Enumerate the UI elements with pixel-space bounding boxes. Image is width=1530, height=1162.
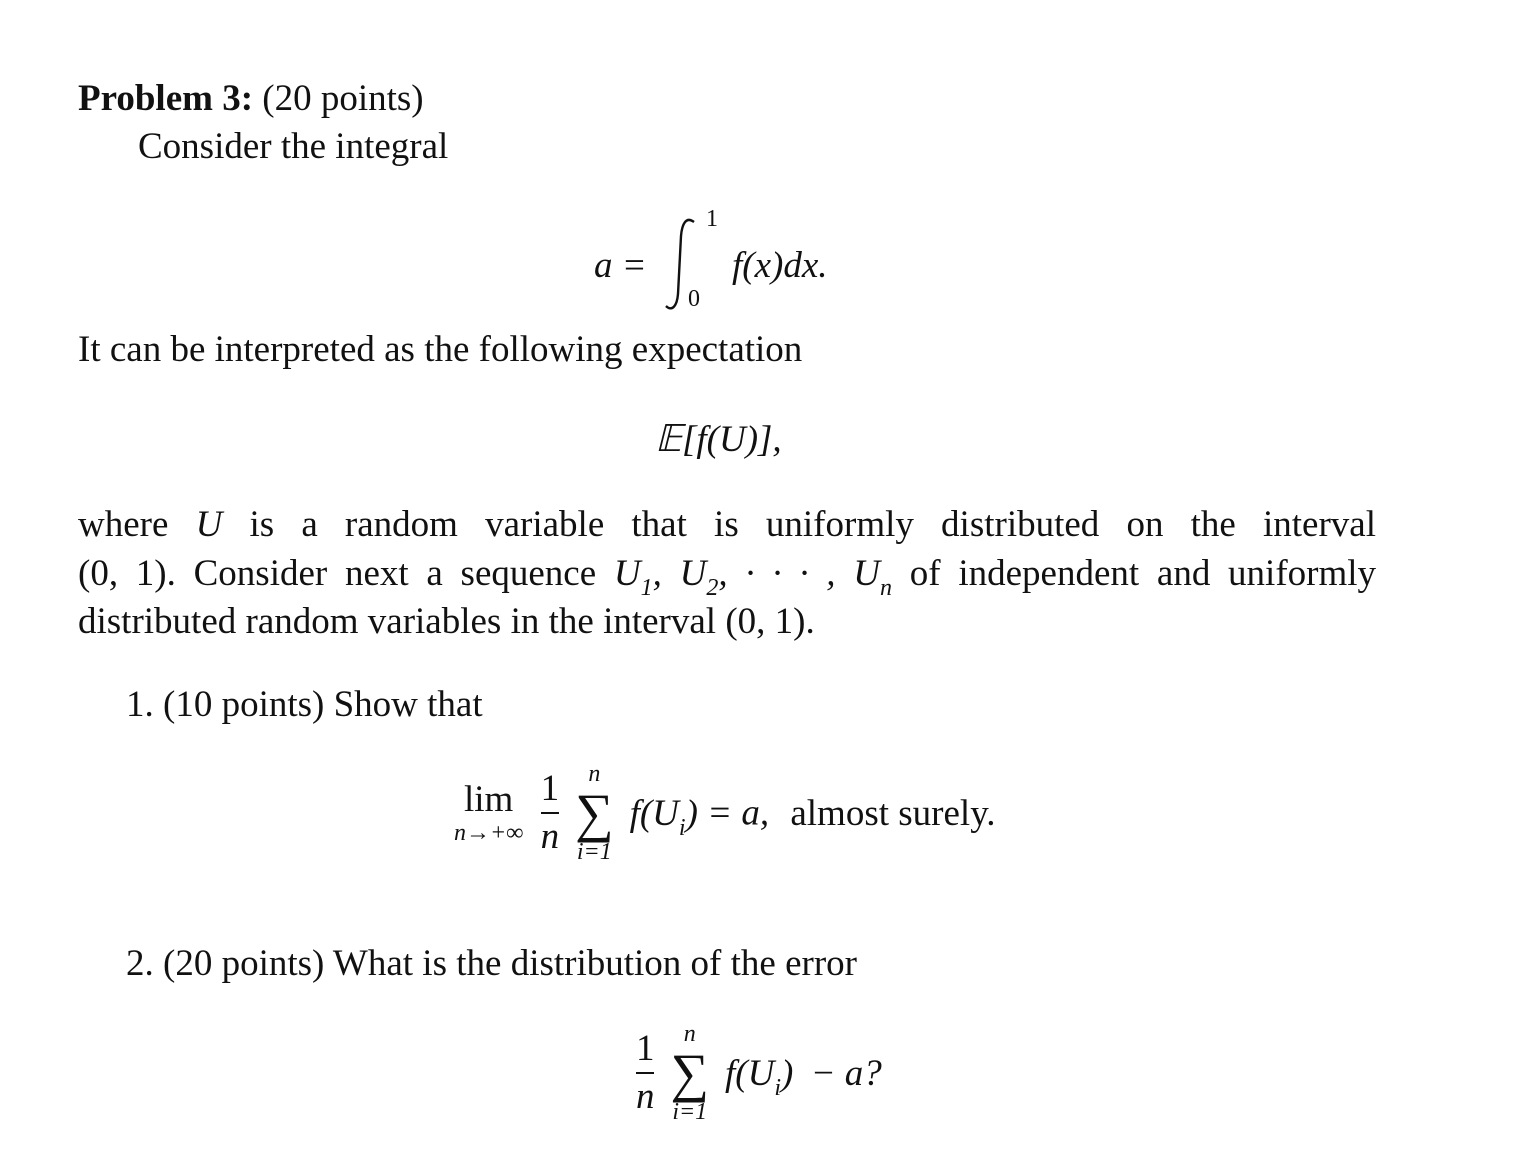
integral-equals: = (624, 245, 645, 286)
integral-lower-limit: 0 (688, 286, 700, 312)
paragraph-line-1-end: is a random variable that is uniformly distributed on the interval (249, 504, 1377, 545)
integral-equation (592, 204, 882, 314)
integral-upper-limit: 1 (706, 206, 718, 232)
item-1-heading (126, 682, 483, 728)
fraction-bar (541, 812, 559, 814)
paragraph-line-1 (78, 502, 1376, 548)
fraction-numerator: 1 (636, 1028, 655, 1069)
sum-upper-limit: n (683, 1021, 696, 1047)
item-1-text: (10 points) Show that (163, 684, 483, 725)
item-1-tail: almost surely. (790, 792, 996, 834)
sum-lower-limit: i=1 (672, 1099, 708, 1125)
integral-integrand: f(x)dx. (732, 245, 828, 286)
paragraph-line-2-start: (0, 1). Consider next a sequence (78, 553, 597, 594)
sigma-symbol: ∑ (670, 1043, 709, 1103)
paragraph-line-3: distributed random variables in the interval (0, 1). (78, 601, 815, 642)
paragraph-line-2-end: of independent and uniformly (909, 553, 1377, 594)
sequence-expression: $U_1$, $U_2$, · · · , $U_n$ (613, 553, 893, 601)
variable-u: U (195, 504, 223, 545)
integral-lhs: a (594, 245, 613, 286)
interpretation-text: It can be interpreted as the following expectation (78, 329, 803, 370)
fraction-numerator: 1 (540, 768, 560, 809)
limit-subscript: n→+∞ (454, 820, 524, 846)
problem-label: Problem 3: (78, 78, 254, 119)
fraction-bar (636, 1072, 654, 1074)
problem-intro: Consider the integral (138, 126, 449, 167)
item-1-limit-equation (454, 762, 996, 864)
item-1-number: 1. (126, 684, 154, 725)
item-2-number: 2. (126, 943, 154, 984)
item-1-summation (568, 762, 620, 864)
paragraph-line-1-start: where (78, 504, 169, 545)
sigma-symbol: ∑ (575, 783, 614, 843)
paragraph-line-2 (78, 551, 1376, 601)
limit-word: lim (463, 779, 514, 820)
item-2-error-expression (636, 1022, 882, 1124)
sum-lower-limit: i=1 (576, 839, 612, 865)
item-1-rhs: = a, (707, 792, 770, 834)
problem-points: (20 points) (262, 78, 424, 119)
fraction-denominator: n (636, 1076, 655, 1117)
item-2-heading (126, 941, 857, 987)
item-2-rhs: − a? (810, 1052, 882, 1094)
expectation-expression (655, 417, 782, 461)
item-2-fraction (636, 1030, 655, 1116)
sum-upper-limit: n (588, 761, 601, 787)
problem-heading (78, 76, 424, 122)
fraction-denominator: n (540, 816, 560, 857)
item-1-summand: $f(U_i)$ (629, 792, 698, 841)
expectation-formula: 𝔼[f(U)], (655, 419, 782, 460)
item-2-summation (664, 1022, 716, 1124)
limit-operator (454, 780, 523, 846)
item-2-text: (20 points) What is the distribution of the error (163, 943, 857, 984)
item-2-summand: $f(U_i)$ (725, 1052, 794, 1101)
item-1-fraction (541, 770, 560, 856)
